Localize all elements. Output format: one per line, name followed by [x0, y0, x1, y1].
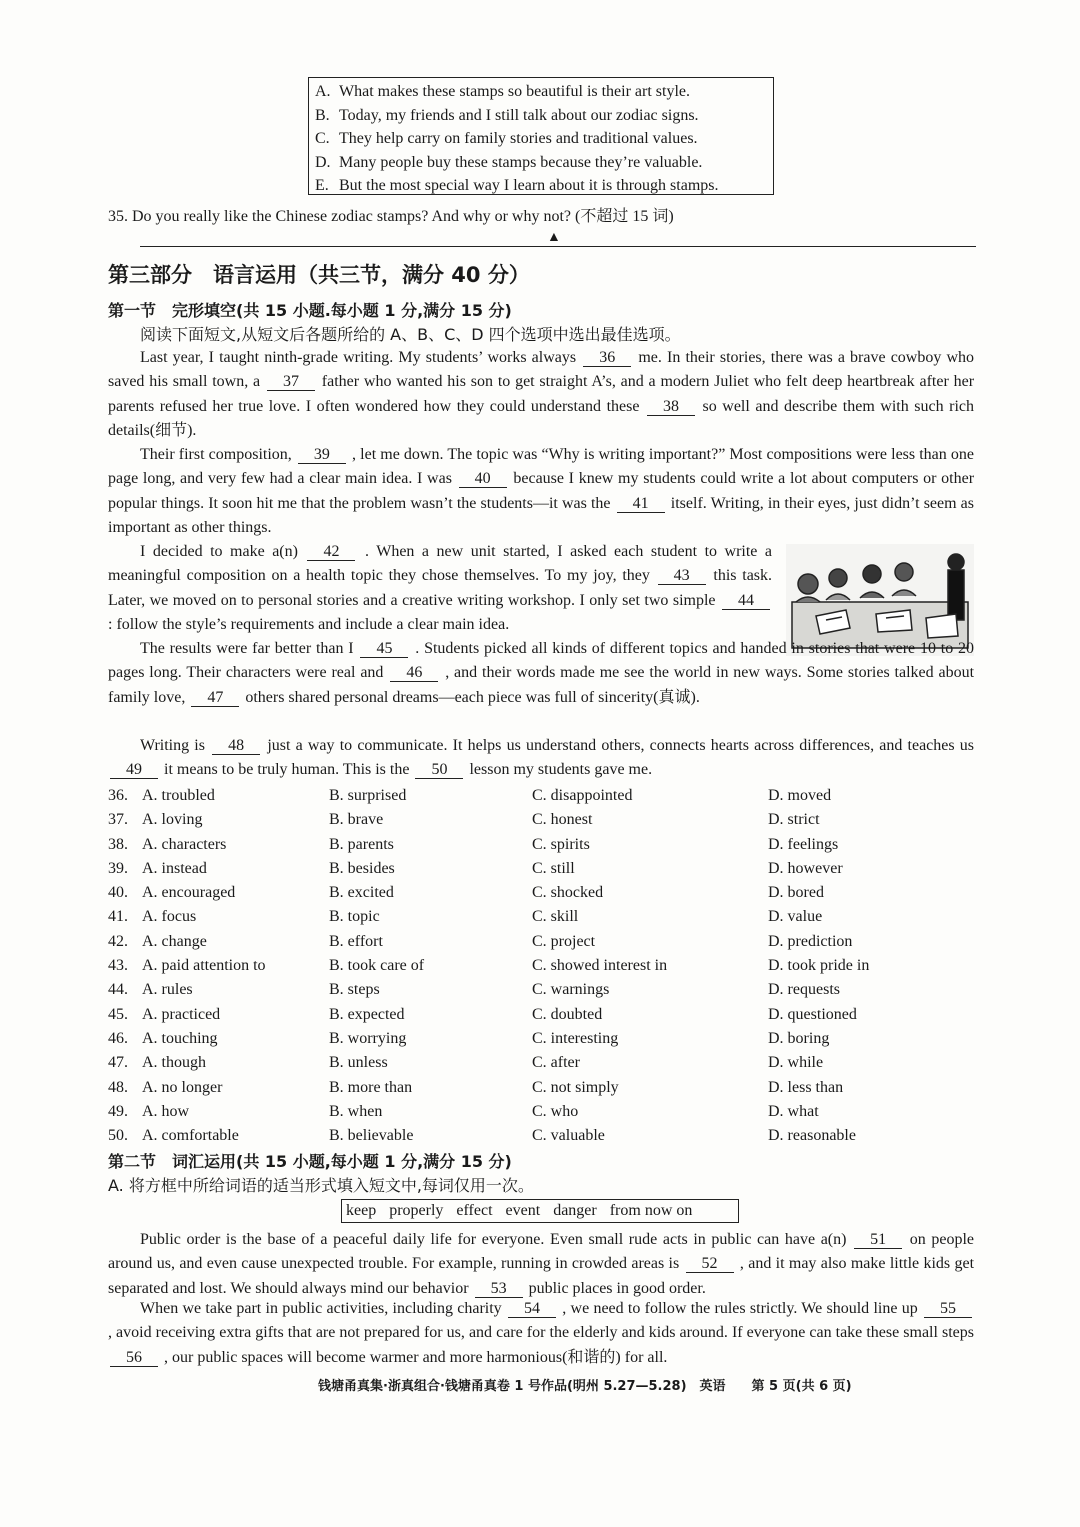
cloze-paragraph-2: Their first composition, 39 , let me down. The topic was “Why is writing important?” Most compositions were less than one page long, and very few had a clear main idea. I was 40 because I knew my students could write a lot about computers or other popular things. It soon hit me that the problem wasn’t the students—it was the 41 itself. Writing, in their eyes, just didn’t seem as important as other things.: [108, 446, 975, 536]
cloze-paragraph-5: Writing is 48 just a way to communicate. It helps us understand others, connects hearts across differences, and teaches us 49 it means to be truly human. This is the 50 lesson my students gave me.: [108, 734, 974, 783]
blank-38: 38: [647, 398, 695, 416]
choice-row: 38. A. characters B. parents C. spirits D. feelings: [108, 835, 839, 853]
page-footer: 钱塘甬真集·浙真组合·钱塘甬真卷 1 号作品(明州 5.27—5.28) 英语 第 5 页(共 6 页): [318, 1379, 852, 1394]
blank-39: 39: [298, 446, 346, 464]
blank-55: 55: [924, 1300, 972, 1318]
choice-row: 44. A. rules B. steps C. warnings D. requests: [108, 981, 840, 999]
cloze-paragraph-4: The results were far better than I 45 . Students picked all kinds of different topics and handed in stories that were 10 to 20 pages long. Their characters were real and 46 , and their words made me see the world in new ways. Some stories talked about family love, 47 others shared personal dreams—each piece was full of sincerity(真诚).: [108, 640, 975, 706]
choice-list: [108, 784, 978, 1148]
blank-41: 41: [617, 495, 665, 513]
blank-52: 52: [686, 1255, 734, 1273]
option-d: D. Many people buy these stamps because they’re valuable.: [315, 153, 703, 171]
part-three-title: 第三部分 语言运用（共三节，满分 40 分）: [108, 263, 530, 287]
word-bank-box: [341, 1199, 739, 1223]
blank-51: 51: [854, 1231, 902, 1249]
choice-row: 41. A. focus B. topic C. skill D. value: [108, 908, 823, 926]
choice-row: 49. A. how B. when C. who D. what: [108, 1102, 819, 1120]
section2-title: 第二节 词汇运用(共 15 小题,每小题 1 分,满分 15 分): [108, 1152, 512, 1171]
choice-row: 47. A. though B. unless C. after D. while: [108, 1054, 824, 1072]
choice-row: 48. A. no longer B. more than C. not simply D. less than: [108, 1078, 844, 1096]
choice-row: 36. A. troubled B. surprised C. disappointed D. moved: [108, 787, 832, 804]
choice-row: 39. A. instead B. besides C. still D. however: [108, 859, 843, 877]
cloze-paragraph-1: Last year, I taught ninth-grade writing. My students’ works always 36 me. In their stories, there was a brave cowboy who saved his small town, a 37 father who wanted his son to get straight A’s, and a modern Juliet who felt deep heartbreak after her parents refused her true love. I often wondered how they could understand these 38 so well and describe them with such rich details(细节).: [108, 349, 975, 439]
choice-row: 37. A. loving B. brave C. honest D. strict: [108, 811, 820, 829]
choice-row: 50. A. comfortable B. believable C. valuable D. reasonable: [108, 1127, 856, 1145]
blank-44: 44: [722, 592, 770, 610]
section1-instruction: 阅读下面短文,从短文后各题所给的 A、B、C、D 四个选项中选出最佳选项。: [140, 325, 681, 344]
blank-45: 45: [360, 640, 408, 658]
word-bank-item: properly: [389, 1202, 444, 1219]
word-bank-item: danger: [553, 1202, 597, 1219]
word-bank-item: from now on: [609, 1202, 693, 1219]
cloze-paragraph-3: I decided to make a(n) 42 . When a new unit started, I asked each student to write a meaningful composition on a health topic they chose themselves. To my joy, they 43 this task. Later, we moved on to personal stories and a creative writing workshop. I only set two simple 44 : follow the style’s requirements and include a clear main idea.: [108, 543, 773, 633]
option-c: C. They help carry on family stories and traditional values.: [315, 130, 698, 148]
option-b: B. Today, my friends and I still talk about our zodiac signs.: [315, 106, 699, 124]
blank-53: 53: [475, 1280, 523, 1298]
option-a: A. What makes these stamps so beautiful is their art style.: [315, 83, 691, 100]
section2-instruction: A. 将方框中所给词语的适当形式填入短文中,每词仅用一次。: [108, 1176, 534, 1195]
choice-row: 43. A. paid attention to B. took care of C. showed interest in D. took pride in: [108, 957, 870, 975]
choice-row: 45. A. practiced B. expected C. doubted D. questioned: [108, 1005, 857, 1023]
answer-line: [140, 246, 976, 247]
blank-37: 37: [267, 373, 315, 391]
choice-row: 46. A. touching B. worrying C. interesting D. boring: [108, 1029, 830, 1047]
section1-title: 第一节 完形填空(共 15 小题.每小题 1 分,满分 15 分): [108, 301, 512, 320]
blank-42: 42: [307, 543, 355, 561]
option-e: E. But the most special way I learn about it is through stamps.: [315, 177, 719, 195]
blank-47: 47: [191, 689, 239, 707]
blank-56: 56: [110, 1349, 158, 1367]
vocab-paragraph-2: When we take part in public activities, including charity 54 , we need to follow the rules strictly. We should line up 55 , avoid receiving extra gifts that are not prepared for us, and care for the elderly and kids around. If everyone can take these small steps 56 , our public spaces will become warmer and more harmonious(和谐的) for all.: [108, 1300, 974, 1366]
blank-54: 54: [508, 1300, 556, 1318]
blank-36: 36: [583, 349, 631, 367]
word-bank-item: event: [505, 1202, 541, 1219]
choice-row: 40. A. encouraged B. excited C. shocked D. bored: [108, 884, 824, 902]
options-box: [308, 77, 774, 195]
question-35: 35. Do you really like the Chinese zodiac stamps? And why or why not? (不超过 15 词): [108, 208, 674, 225]
word-bank-item: keep: [346, 1202, 377, 1219]
choice-row: 42. A. change B. effort C. project D. prediction: [108, 932, 853, 950]
blank-49: 49: [110, 761, 158, 779]
blank-50: 50: [415, 761, 463, 779]
blank-48: 48: [212, 737, 260, 755]
triangle-marker-icon: ▲: [547, 230, 561, 245]
blank-40: 40: [459, 470, 507, 488]
vocab-paragraph-1: Public order is the base of a peaceful daily life for everyone. Even small rude acts in public can have a(n) 51 on people around us, and even cause unexpected trouble. For example, running in crowded areas is 52 , and it may also make little kids get separated and lost. We should always mind our behavior 53 public places in good order.: [108, 1231, 975, 1297]
blank-43: 43: [658, 567, 706, 585]
blank-46: 46: [390, 664, 438, 682]
word-bank-item: effect: [456, 1202, 493, 1219]
